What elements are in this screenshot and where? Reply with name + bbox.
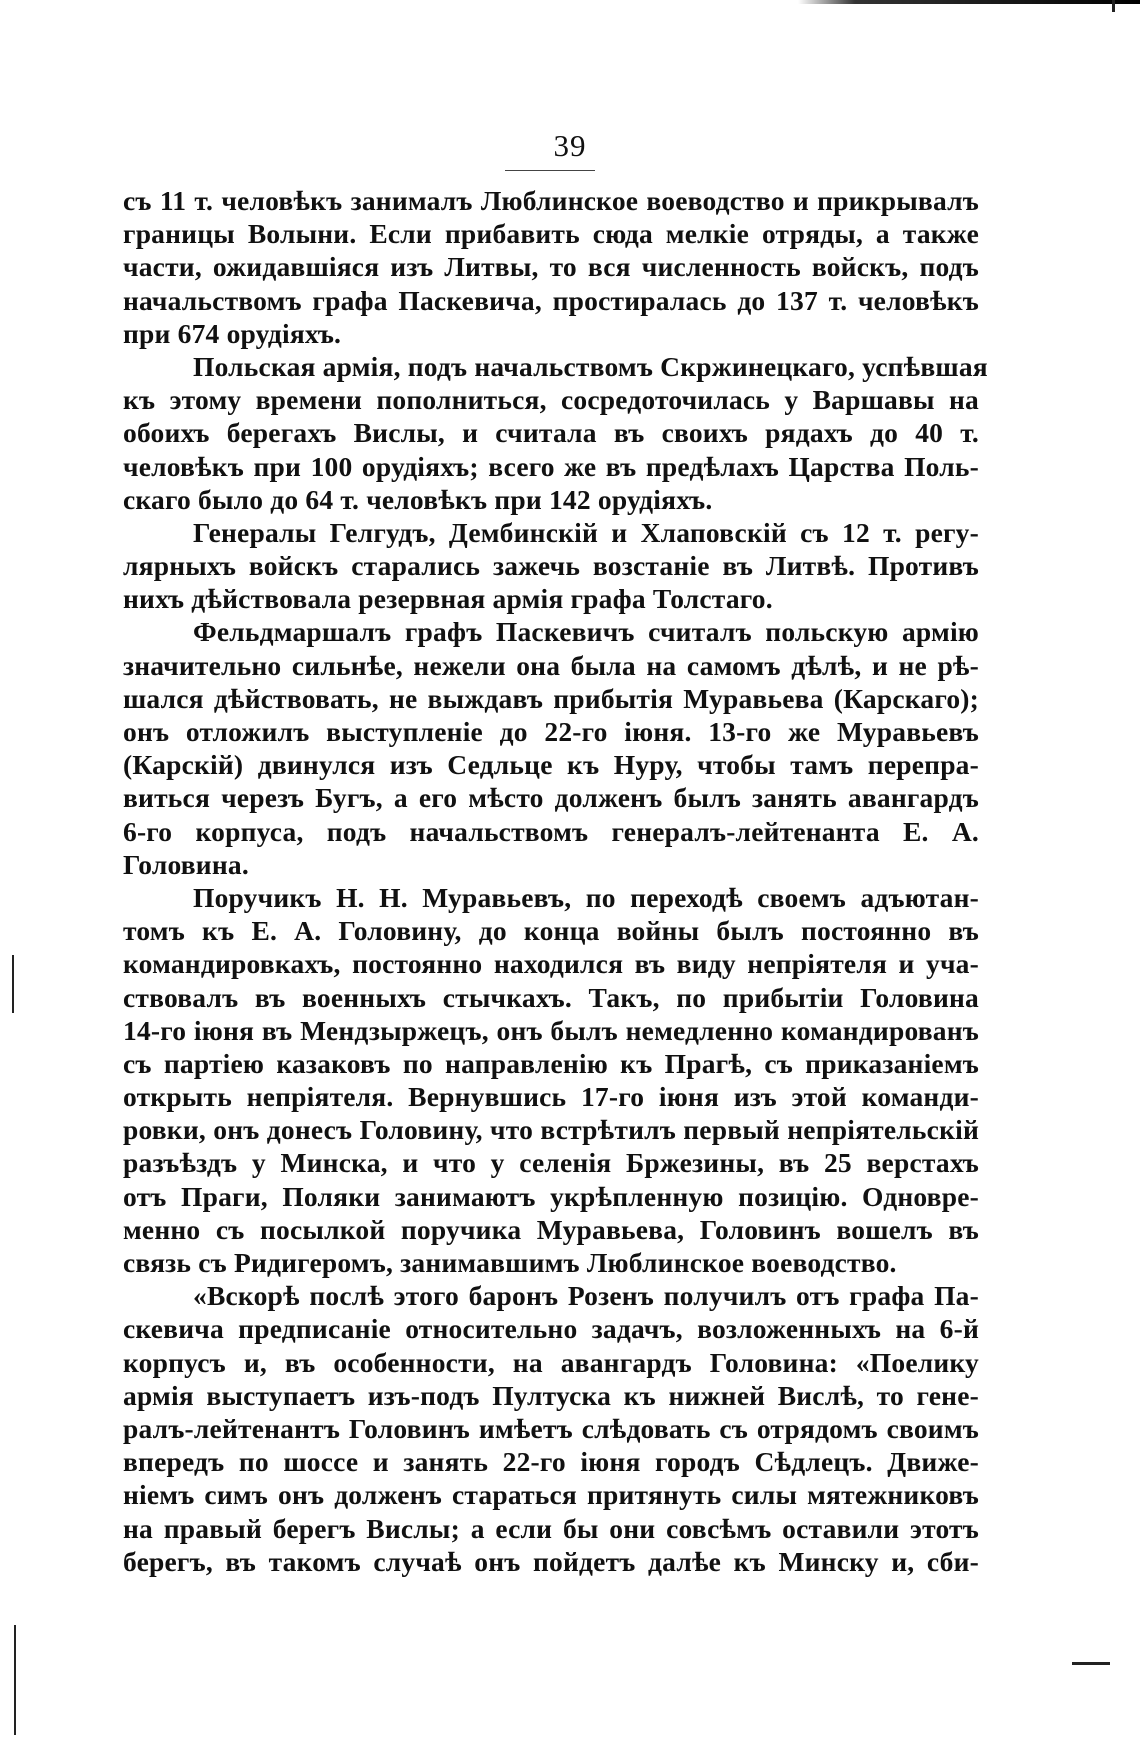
- text-line: впередъ по шоссе и занять 22-го іюня городъ Сѣдлецъ. Движе-: [123, 1446, 979, 1478]
- scan-mark-left: [12, 955, 14, 1013]
- text-line: нихъ дѣйствовала резервная армія графа Толстаго.: [123, 583, 773, 615]
- text-line: ралъ-лейтенантъ Головинъ имѣетъ слѣдовать съ отрядомъ своимъ: [123, 1412, 979, 1444]
- text-line: на правый берегъ Вислы; а если бы они совсѣмъ оставили этотъ: [123, 1512, 979, 1544]
- text-line: виться черезъ Бугъ, а его мѣсто долженъ былъ занять авангардъ: [123, 782, 979, 814]
- text-line: съ 11 т. человѣкъ занималъ Люблинское воеводство и прикрывалъ: [123, 185, 979, 216]
- paragraph-start-line: Фельдмаршалъ графъ Паскевичъ считалъ польскую армію: [193, 616, 979, 648]
- text-line: 14-го іюня въ Мендзыржецъ, онъ былъ немедленно командированъ: [123, 1014, 979, 1046]
- scan-mark-right: [1072, 1662, 1110, 1665]
- paragraph-start-line: Польская армія, подъ начальствомъ Скржинецкаго, успѣвшая: [193, 350, 988, 382]
- text-line: Головина.: [123, 848, 249, 880]
- text-line: ствовалъ въ военныхъ стычкахъ. Такъ, по прибытіи Головина: [123, 981, 979, 1013]
- scan-mark-left-bottom: [14, 1625, 16, 1735]
- page-number-rule: [505, 170, 595, 171]
- text-line: ніемъ симъ онъ долженъ стараться притянуть силы мятежниковъ: [123, 1479, 979, 1511]
- text-line: связь съ Ридигеромъ, занимавшимъ Люблинское воеводство.: [123, 1247, 897, 1278]
- text-line: шался дѣйствовать, не выждавъ прибытія Муравьева (Карскаго);: [123, 682, 979, 714]
- text-line: томъ къ Е. А. Головину, до конца войны былъ постоянно въ: [123, 915, 979, 947]
- text-line: отъ Праги, Поляки занимаютъ укрѣпленную позицію. Одновре-: [123, 1180, 979, 1212]
- text-line: скаго было до 64 т. человѣкъ при 142 орудіяхъ.: [123, 483, 713, 515]
- scan-mark-top-right: [1112, 0, 1115, 12]
- text-line: берегъ, въ такомъ случаѣ онъ пойдетъ далѣе къ Минску и, сби-: [123, 1545, 979, 1577]
- text-line: при 674 орудіяхъ.: [123, 317, 342, 349]
- text-line: корпусъ и, въ особенности, на авангардъ Головина: «Поелику: [123, 1346, 979, 1378]
- text-line: онъ отложилъ выступленіе до 22-го іюня. 13-го же Муравьевъ: [123, 716, 979, 747]
- paragraph-start-line: Генералы Гелгудъ, Дембинскій и Хлаповскій съ 12 т. регу-: [193, 516, 979, 548]
- text-line: (Карскій) двинулся изъ Седльце къ Нуру, чтобы тамъ перепра-: [123, 749, 979, 781]
- text-line: ровки, онъ донесъ Головину, что встрѣтилъ первый непріятельскій: [123, 1114, 979, 1146]
- text-line: скевича предписаніе относительно задачъ, возложенныхъ на 6-й: [123, 1313, 979, 1345]
- text-line: къ этому времени пополниться, сосредоточилась у Варшавы на: [123, 384, 979, 416]
- body-text: [123, 184, 988, 1578]
- text-line: 6-го корпуса, подъ начальствомъ генералъ-лейтенанта Е. А.: [123, 815, 979, 847]
- text-line: обоихъ берегахъ Вислы, и считала въ своихъ рядахъ до 40 т.: [123, 417, 979, 449]
- text-line: армія выступаетъ изъ-подъ Пултуска къ нижней Вислѣ, то гене-: [123, 1379, 979, 1411]
- text-line: начальствомъ графа Паскевича, простиралась до 137 т. человѣкъ: [123, 284, 979, 316]
- text-line: командировкахъ, постоянно находился въ виду непріятеля и уча-: [123, 948, 979, 980]
- text-line: лярныхъ войскъ старались зажечь возстаніе въ Литвѣ. Противъ: [123, 550, 979, 582]
- text-line: открыть непріятеля. Вернувшись 17-го іюня изъ этой команди-: [123, 1081, 979, 1113]
- text-line: границы Волыни. Если прибавить сюда мелкіе отряды, а также: [123, 218, 979, 250]
- text-line: части, ожидавшіяся изъ Литвы, то вся численность войскъ, подъ: [123, 251, 979, 283]
- text-line: разъѣздъ у Минска, и что у селенія Бржезины, въ 25 верстахъ: [123, 1147, 979, 1179]
- text-line: менно съ посылкой поручика Муравьева, Головинъ вошелъ въ: [123, 1213, 979, 1245]
- scan-edge-top: [0, 0, 1140, 4]
- text-line: съ партіею казаковъ по направленію къ Прагѣ, съ приказаніемъ: [123, 1047, 979, 1079]
- paragraph-start-line: «Вскорѣ послѣ этого баронъ Розенъ получилъ отъ графа Па-: [193, 1280, 979, 1312]
- page-number: 39: [553, 128, 587, 163]
- text-line: значительно сильнѣе, нежели она была на самомъ дѣлѣ, и не рѣ-: [123, 649, 979, 681]
- paragraph-start-line: Поручикъ Н. Н. Муравьевъ, по переходѣ своемъ адъютан-: [193, 881, 979, 913]
- text-line: человѣкъ при 100 орудіяхъ; всего же въ предѣлахъ Царства Поль-: [123, 450, 979, 482]
